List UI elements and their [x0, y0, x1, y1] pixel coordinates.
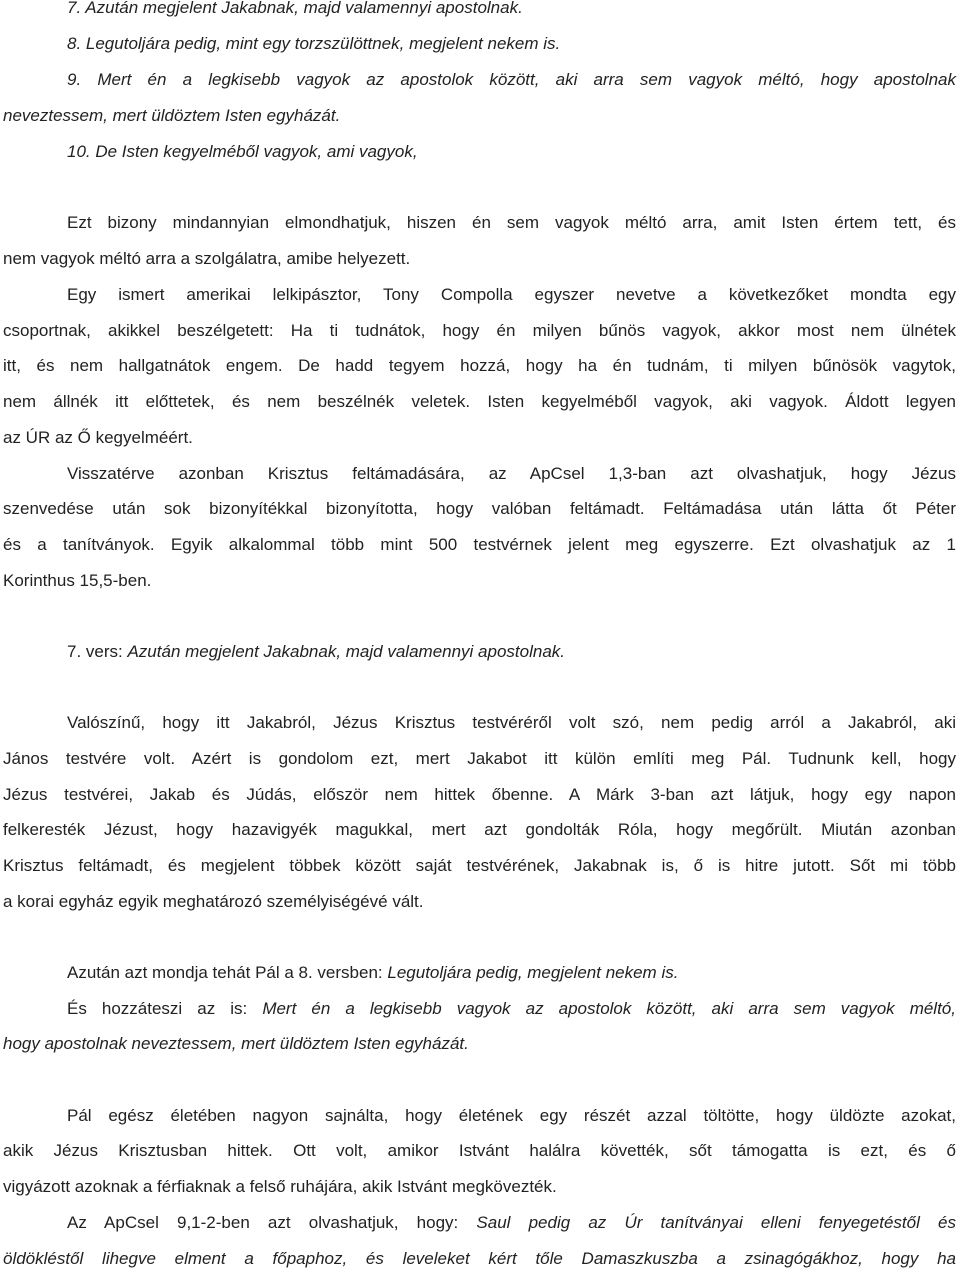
paragraph-3-line-1: Visszatérve azonban Krisztus feltámadására, az ApCsel 1,3-ban azt olvashatjuk, hogy Jézus	[67, 464, 956, 483]
verse-9-line-1: 9. Mert én a legkisebb vagyok az apostolok között, aki arra sem vagyok méltó, hogy apostolnak	[67, 70, 956, 89]
paragraph-1-line-2: nem vagyok méltó arra a szolgálatra, amibe helyezett.	[3, 249, 411, 268]
paragraph-2-line-3: itt, és nem hallgatnátok engem. De hadd tegyem hozzá, hogy ha én tudnám, ti milyen bűnösök vagytok,	[3, 356, 956, 375]
verse-quote: Azután megjelent Jakabnak, majd valamennyi apostolnak.	[127, 642, 566, 661]
paragraph-3-line-2: szenvedése után sok bizonyítékkal bizonyította, hogy valóban feltámadt. Feltámadása után látta őt Péter	[3, 499, 956, 518]
paragraph-5-line-3: Jézus testvérei, Jakab és Júdás, először nem hittek őbenne. A Márk 3-ban azt látjuk, hogy egy napon	[3, 785, 956, 804]
paragraph-8-line-2: akik Jézus Krisztusban hittek. Ott volt, amikor Istvánt halálra követték, sőt támogatta is ezt, és ő	[3, 1141, 956, 1160]
paragraph-9-quote-1: Saul pedig az Úr tanítványai elleni fenyegetéstől és	[476, 1213, 956, 1232]
paragraph-2-line-5: az ÚR az Ő kegyelméért.	[3, 428, 193, 447]
paragraph-4	[67, 641, 956, 663]
paragraph-7-quote-2: hogy apostolnak neveztessem, mert üldöztem Isten egyházát.	[3, 1034, 469, 1053]
verse-7: 7. Azután megjelent Jakabnak, majd valamennyi apostolnak.	[67, 0, 523, 17]
paragraph-7-text: És hozzáteszi az is:	[67, 999, 263, 1018]
paragraph-5-line-1: Valószínű, hogy itt Jakabról, Jézus Krisztus testvéréről volt szó, nem pedig arról a Jakabról, aki	[67, 713, 956, 732]
verse-9-line-2: neveztessem, mert üldöztem Isten egyházát.	[3, 106, 341, 125]
paragraph-3-line-4: Korinthus 15,5-ben.	[3, 571, 152, 590]
paragraph-9-quote-2: öldökléstől lihegve elment a főpaphoz, és leveleket kért tőle Damaszkuszba a zsinagógákhoz, hogy ha	[3, 1249, 956, 1268]
verse-8: 8. Legutoljára pedig, mint egy torzszülöttnek, megjelent nekem is.	[67, 34, 561, 53]
paragraph-9-text: Az ApCsel 9,1-2-ben azt olvashatjuk, hogy:	[67, 1213, 477, 1232]
paragraph-9-line-1	[67, 1212, 956, 1234]
paragraph-6-quote: Legutoljára pedig, megjelent nekem is.	[387, 963, 679, 982]
paragraph-7-quote-1: Mert én a legkisebb vagyok az apostolok között, aki arra sem vagyok méltó,	[262, 999, 956, 1018]
paragraph-5-line-4: felkeresték Jézust, hogy hazavigyék magukkal, mert azt gondolták Róla, hogy megőrült. Miután azonban	[3, 820, 956, 839]
paragraph-2-line-2: csoportnak, akikkel beszélgetett: Ha ti tudnátok, hogy én milyen bűnös vagyok, akkor most nem ülnétek	[3, 321, 956, 340]
paragraph-8-line-3: vigyázott azoknak a férfiaknak a felső ruhájára, akik Istvánt megkövezték.	[3, 1177, 557, 1196]
verse-10: 10. De Isten kegyelméből vagyok, ami vagyok,	[67, 142, 418, 161]
paragraph-8-line-1: Pál egész életében nagyon sajnálta, hogy életének egy részét azzal töltötte, hogy üldözte azokat,	[67, 1106, 956, 1125]
paragraph-2-line-4: nem állnék itt előttetek, és nem beszélnék veletek. Isten kegyelméből vagyok, aki vagyok. Áldott legyen	[3, 392, 956, 411]
paragraph-3-line-3: és a tanítványok. Egyik alkalommal több mint 500 testvérnek jelent meg egyszerre. Ezt olvashatjuk az 1	[3, 535, 956, 554]
paragraph-2-line-1: Egy ismert amerikai lelkipásztor, Tony Compolla egyszer nevetve a következőket mondta egy	[67, 285, 956, 304]
verse-ref: 7. vers:	[67, 642, 128, 661]
paragraph-1-line-1: Ezt bizony mindannyian elmondhatjuk, hiszen én sem vagyok méltó arra, amit Isten értem tett, és	[67, 213, 956, 232]
paragraph-5-line-6: a korai egyház egyik meghatározó személyiségévé vált.	[3, 892, 424, 911]
paragraph-7-line-1	[67, 998, 956, 1020]
paragraph-6-text: Azután azt mondja tehát Pál a 8. versben:	[67, 963, 388, 982]
paragraph-6	[67, 962, 956, 984]
paragraph-5-line-5: Krisztus feltámadt, és megjelent többek között saját testvérének, Jakabnak is, ő is hitre jutott. Sőt mi több	[3, 856, 956, 875]
paragraph-5-line-2: János testvére volt. Azért is gondolom ezt, mert Jakabot itt külön említi meg Pál. Tudnunk kell, hogy	[3, 749, 956, 768]
